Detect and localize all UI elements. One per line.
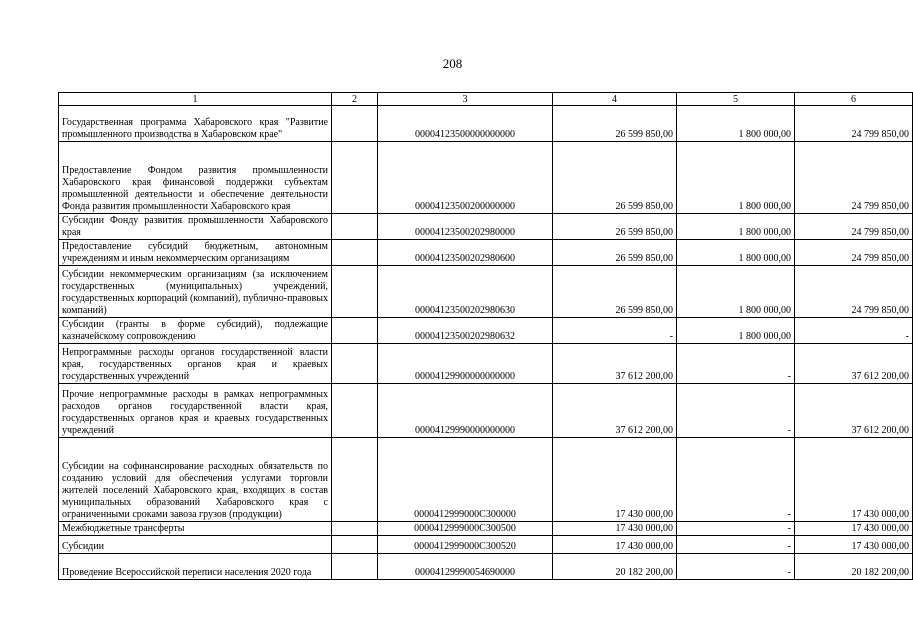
row-value-5: - (677, 384, 795, 438)
row-col2 (332, 522, 378, 536)
table-row (59, 554, 913, 580)
row-value-6: 17 430 000,00 (795, 522, 913, 536)
row-code: 00004123500202980632 (378, 318, 553, 344)
row-col2 (332, 318, 378, 344)
table-row (59, 106, 913, 142)
row-value-6: 24 799 850,00 (795, 266, 913, 318)
column-header-1: 1 (59, 93, 332, 106)
row-value-6: 17 430 000,00 (795, 438, 913, 522)
row-col2 (332, 240, 378, 266)
row-name: Непрограммные расходы органов государственной власти края, государственных органов края и краевых государственных учреждений (59, 344, 332, 384)
row-name: Предоставление субсидий бюджетным, автономным учреждениям и иным некоммерческим организациям (59, 240, 332, 266)
row-value-6: - (795, 318, 913, 344)
row-value-5: 1 800 000,00 (677, 142, 795, 214)
row-code: 00004129900000000000 (378, 344, 553, 384)
row-value-5: - (677, 438, 795, 522)
row-name: Проведение Всероссийской переписи населения 2020 года (59, 554, 332, 580)
table-row (59, 522, 913, 536)
row-value-6: 17 430 000,00 (795, 536, 913, 554)
row-value-6: 37 612 200,00 (795, 384, 913, 438)
row-code: 00004123500202980600 (378, 240, 553, 266)
row-name: Межбюджетные трансферты (59, 522, 332, 536)
header-row (59, 93, 913, 106)
row-value-4: 26 599 850,00 (553, 266, 677, 318)
row-col2 (332, 142, 378, 214)
table-row (59, 438, 913, 522)
table-row (59, 266, 913, 318)
row-value-6: 24 799 850,00 (795, 214, 913, 240)
row-name: Прочие непрограммные расходы в рамках непрограммных расходов органов государственной власти края, государственных органов края и краевых государственных учреждений (59, 384, 332, 438)
budget-table (58, 92, 913, 580)
row-code: 00004129990000000000 (378, 384, 553, 438)
row-value-4: 37 612 200,00 (553, 344, 677, 384)
column-header-3: 3 (378, 93, 553, 106)
row-value-4: - (553, 318, 677, 344)
row-code: 00004123500200000000 (378, 142, 553, 214)
row-name: Субсидии некоммерческим организациям (за исключением государственных (муниципальных) учреждений, государственных корпораций (компаний), публично-правовых компаний) (59, 266, 332, 318)
row-name: Субсидии (гранты в форме субсидий), подлежащие казначейскому сопровождению (59, 318, 332, 344)
column-header-4: 4 (553, 93, 677, 106)
table-row (59, 240, 913, 266)
row-value-5: 1 800 000,00 (677, 106, 795, 142)
column-header-5: 5 (677, 93, 795, 106)
row-col2 (332, 438, 378, 522)
row-value-5: - (677, 536, 795, 554)
table-row (59, 536, 913, 554)
row-value-6: 24 799 850,00 (795, 106, 913, 142)
row-value-4: 17 430 000,00 (553, 536, 677, 554)
table-row (59, 384, 913, 438)
row-name: Предоставление Фондом развития промышленности Хабаровского края финансовой поддержки субъектам промышленной деятельности и обеспечение деятельности Фонда развития промышленности Хабаровского края (59, 142, 332, 214)
table-row (59, 142, 913, 214)
row-col2 (332, 344, 378, 384)
row-value-4: 37 612 200,00 (553, 384, 677, 438)
row-value-5: 1 800 000,00 (677, 214, 795, 240)
row-value-5: - (677, 554, 795, 580)
row-value-5: - (677, 522, 795, 536)
column-header-2: 2 (332, 93, 378, 106)
row-value-4: 20 182 200,00 (553, 554, 677, 580)
row-name: Государственная программа Хабаровского края "Развитие промышленного производства в Хабаровском крае" (59, 106, 332, 142)
row-name: Субсидии на софинансирование расходных обязательств по созданию условий для обеспечения услугами торговли жителей поселений Хабаровского края, входящих в состав муниципальных образований Хабаровского края с ограниченными сроками завоза грузов (продукции) (59, 438, 332, 522)
table-row (59, 344, 913, 384)
page-number: 208 (442, 56, 463, 71)
row-col2 (332, 384, 378, 438)
row-code: 0000412999000C300500 (378, 522, 553, 536)
row-code: 00004123500000000000 (378, 106, 553, 142)
row-col2 (332, 536, 378, 554)
row-value-4: 26 599 850,00 (553, 240, 677, 266)
row-col2 (332, 106, 378, 142)
row-value-6: 24 799 850,00 (795, 240, 913, 266)
table-row (59, 214, 913, 240)
row-code: 0000412999000C300520 (378, 536, 553, 554)
row-value-6: 37 612 200,00 (795, 344, 913, 384)
row-value-4: 26 599 850,00 (553, 106, 677, 142)
row-code: 00004123500202980630 (378, 266, 553, 318)
row-value-5: 1 800 000,00 (677, 318, 795, 344)
row-code: 0000412999000C300000 (378, 438, 553, 522)
row-value-6: 24 799 850,00 (795, 142, 913, 214)
row-value-4: 26 599 850,00 (553, 142, 677, 214)
row-code: 00004123500202980000 (378, 214, 553, 240)
row-value-4: 26 599 850,00 (553, 214, 677, 240)
row-code: 00004129990054690000 (378, 554, 553, 580)
row-value-5: 1 800 000,00 (677, 240, 795, 266)
row-value-4: 17 430 000,00 (553, 438, 677, 522)
column-header-6: 6 (795, 93, 913, 106)
row-value-6: 20 182 200,00 (795, 554, 913, 580)
row-value-5: 1 800 000,00 (677, 266, 795, 318)
row-value-5: - (677, 344, 795, 384)
row-col2 (332, 554, 378, 580)
row-col2 (332, 266, 378, 318)
row-name: Субсидии (59, 536, 332, 554)
row-name: Субсидии Фонду развития промышленности Хабаровского края (59, 214, 332, 240)
row-value-4: 17 430 000,00 (553, 522, 677, 536)
table-row (59, 318, 913, 344)
row-col2 (332, 214, 378, 240)
